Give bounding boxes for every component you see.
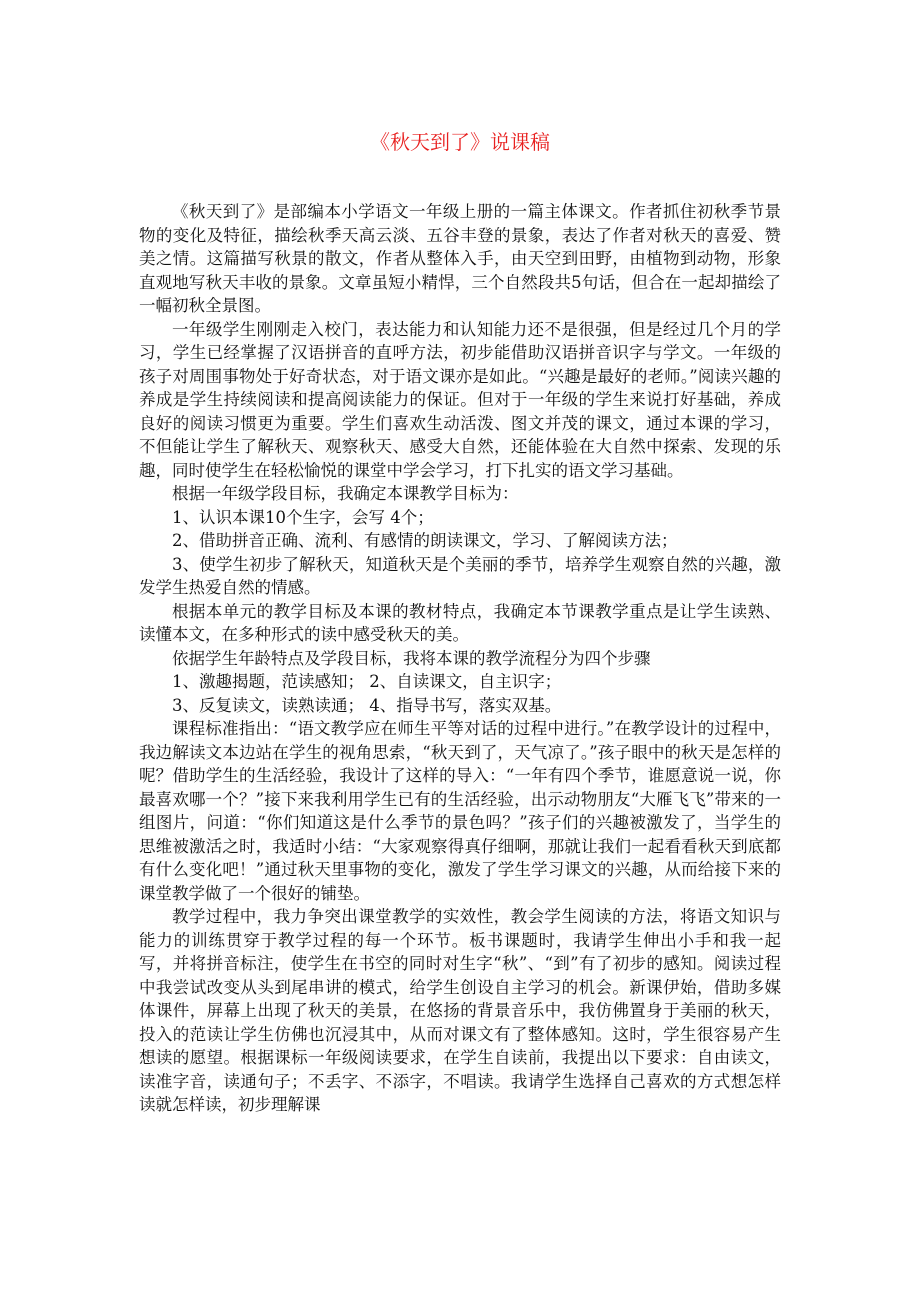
paragraph-key-points: 根据本单元的教学目标及本课的教材特点，我确定本节课教学重点是让学生读熟、读懂本文，在多种形式的读中感受秋天的美。 <box>139 601 781 644</box>
paragraph-steps-intro: 依据学生年龄特点及学段目标，我将本课的教学流程分为四个步骤 <box>172 648 651 668</box>
paragraph-student-analysis: 一年级学生刚刚走入校门，表达能力和认知能力还不是很强，但是经过几个月的学习，学生已经掌握了汉语拼音的直呼方法，初步能借助汉语拼音识字与学文。一年级的孩子对周围事物处于好奇状态，对于语文课亦是如此。“兴趣是最好的老师。”阅读兴趣的养成是学生持续阅读和提高阅读能力的保证。但对于一年级的学生来说打好基础，养成良好的阅读习惯更为重要。学生们喜欢生动活泼、图文并茂的课文，通过本课的学习，不但能让学生了解秋天、观察秋天、感受大自然，还能体验在大自然中探索、发现的乐趣，同时使学生在轻松愉悦的课堂中学会学习，打下扎实的语文学习基础。 <box>139 319 781 480</box>
document-title: 《秋天到了》说课稿 <box>370 130 550 154</box>
paragraph-steps-3-4: 3、反复读文，读熟读通； 4、指导书写，落实双基。 <box>172 695 562 715</box>
paragraph-steps-1-2: 1、激趣揭题，范读感知； 2、自读课文，自主识字； <box>172 672 562 691</box>
paragraph-goal-3: 3、使学生初步了解秋天，知道秋天是个美丽的季节，培养学生观察自然的兴趣，激发学生热爱自然的情感。 <box>139 554 781 597</box>
document-body <box>139 200 781 1117</box>
paragraph-intro: 《秋天到了》是部编本小学语文一年级上册的一篇主体课文。作者抓住初秋季节景物的变化及特征，描绘秋季天高云淡、五谷丰登的景象，表达了作者对秋天的喜爱、赞美之情。这篇描写秋景的散文，作者从整体入手，由天空到田野，由植物到动物，形象直观地写秋天丰收的景象。文章虽短小精悍，三个自然段共5句话，但合在一起却描绘了一幅初秋全景图。 <box>139 202 781 315</box>
paragraph-lesson-intro: 课程标准指出：“语文教学应在师生平等对话的过程中进行。”在教学设计的过程中，我边解读文本边站在学生的视角思索，“秋天到了，天气凉了。”孩子眼中的秋天是怎样的呢？借助学生的生活经验，我设计了这样的导入：“一年有四个季节，谁愿意说一说，你最喜欢哪一个？”接下来我利用学生已有的生活经验，出示动物朋友“大雁飞飞”带来的一组图片，问道：“你们知道这是什么季节的景色吗？”孩子们的兴趣被激发了，当学生的思维被激活之时，我适时小结：“大家观察得真仔细啊，那就让我们一起看看秋天到底都有什么变化吧！”通过秋天里事物的变化，激发了学生学习课文的兴趣，从而给接下来的课堂教学做了一个很好的铺垫。 <box>139 719 781 903</box>
paragraph-teaching-process: 教学过程中，我力争突出课堂教学的实效性，教会学生阅读的方法，将语文知识与能力的训练贯穿于教学过程的每一个环节。板书课题时，我请学生伸出小手和我一起写，并将拼音标注，使学生在书空的同时对生字“秋”、“到”有了初步的感知。阅读过程中我尝试改变从头到尾串讲的模式，给学生创设自主学习的机会。新课伊始，借助多媒体课件，屏幕上出现了秋天的美景，在悠扬的背景音乐中，我仿佛置身于美丽的秋天，投入的范读让学生仿佛也沉浸其中，从而对课文有了整体感知。这时，学生很容易产生想读的愿望。根据课标一年级阅读要求，在学生自读前，我提出以下要求：自由读文，读准字音，读通句子；不丢字、不添字，不唱读。我请学生选择自己喜欢的方式想怎样读就怎样读，初步理解课 <box>139 907 781 1114</box>
paragraph-goal-2: 2、借助拼音正确、流利、有感情的朗读课文，学习、了解阅读方法； <box>172 531 678 550</box>
paragraph-goal-1: 1、认识本课10个生字，会写 4个； <box>172 507 434 527</box>
paragraph-goals-intro: 根据一年级学段目标，我确定本课教学目标为： <box>172 484 519 503</box>
